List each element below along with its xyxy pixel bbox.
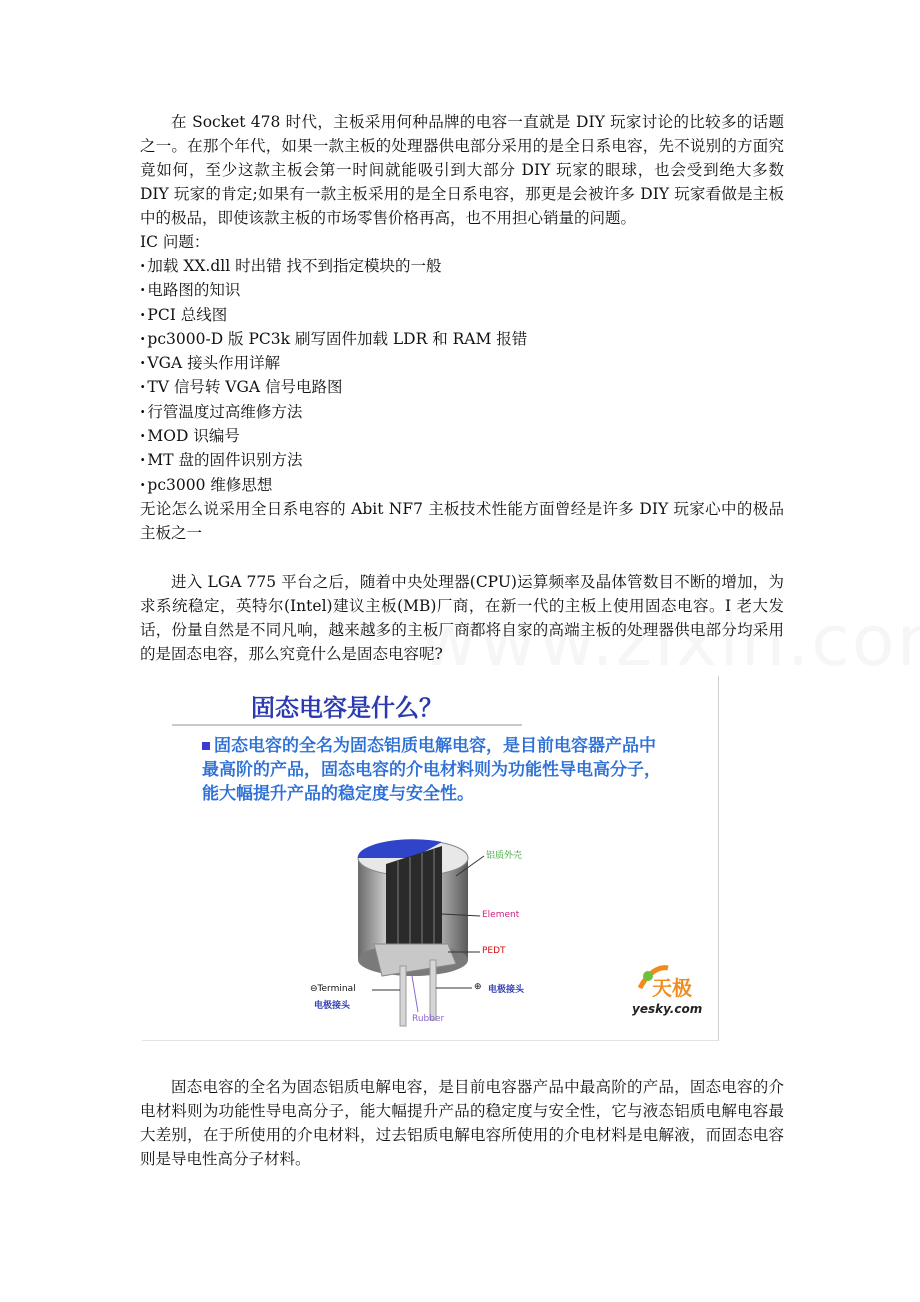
intro-section [140, 110, 784, 545]
ic-list-item[interactable]: · MOD 识编号 [140, 424, 784, 448]
figure-title: 固态电容是什么？ [251, 694, 443, 722]
ic-heading: IC 问题： [140, 233, 210, 251]
capacitor-figure [142, 676, 719, 1041]
label-element: Element [482, 910, 520, 920]
ic-list-item[interactable]: · 加载 XX.dll 时出错 找不到指定模块的一般 [140, 254, 784, 278]
logo-site: yesky.com [632, 1002, 703, 1016]
pointer-rubber [412, 976, 418, 1012]
lga-section [140, 570, 784, 666]
intro-paragraph: 在 Socket 478 时代，主板采用何种品牌的电容一直就是 DIY 玩家讨论的比较多的话题之一。在那个年代，如果一款主板的处理器供电部分采用的是全日系电容，先不说别的方面究竟如何，至少这款主板会第一时间就能吸引到大部分 DIY 玩家的眼球，也会受到绝大多数 DIY 玩家的肯定;如果有一款主板采用的是全日系电容，那更是会被许多 DIY 玩家看做是主板中的极品，即使该款主板的市场零售价格再高，也不用担心销量的问题。 [140, 113, 784, 227]
solid-paragraph: 固态电容的全名为固态铝质电解电容，是目前电容器产品中最高阶的产品，固态电容的介电材料则为功能性导电高分子，能大幅提升产品的稳定度与安全性，它与液态铝质电解电容最大差别，在于所使用的介电材料，过去铝质电解电容所使用的介电材料是电解液，而固态电容则是导电性高分子材料。 [140, 1078, 784, 1168]
minus-icon: ⊖ [310, 984, 318, 994]
title-underline [172, 724, 522, 726]
label-electrode-left: 电极接头 [314, 1001, 351, 1011]
logo-text: 天极 [652, 976, 692, 1000]
lga-paragraph: 进入 LGA 775 平台之后，随着中央处理器(CPU)运算频率及晶体管数目不断的增加，为求系统稳定，英特尔(Intel)建议主板(MB)厂商，在新一代的主板上使用固态电容。I 老大发话，份量自然是不同凡响，越来越多的主板厂商都将自家的高端主板的处理器供电部分均采用的是固态电容，那么究竟什么是固态电容呢? [140, 573, 784, 663]
plus-icon: ⊕ [474, 982, 482, 992]
ic-list-item[interactable]: · VGA 接头作用详解 [140, 351, 784, 375]
ic-list-item[interactable]: · pc3000 维修思想 [140, 473, 784, 497]
ic-list-item[interactable]: · PCI 总线图 [140, 303, 784, 327]
label-aluminum-shell: 铝质外壳 [486, 851, 523, 861]
lead-left [400, 966, 406, 1026]
ic-list-item[interactable]: · pc3000-D 版 PC3k 刷写固件加载 LDR 和 RAM 报错 [140, 327, 784, 351]
lead-right [430, 960, 436, 1020]
ic-list-item[interactable]: · 电路图的知识 [140, 278, 784, 302]
ic-list-item[interactable]: · 行管温度过高维修方法 [140, 400, 784, 424]
label-terminal: ⊖Terminal [310, 984, 356, 994]
ic-list-item[interactable]: · TV 信号转 VGA 信号电路图 [140, 375, 784, 399]
label-pedt: PEDT [482, 946, 506, 956]
ic-list [140, 254, 784, 497]
figure-description: 固态电容的全名为固态铝质电解电容，是目前电容器产品中最高阶的产品，固态电容的介电材料则为功能性导电高分子，能大幅提升产品的稳定度与安全性。 [202, 736, 661, 804]
label-electrode-right: 电极接头 [488, 985, 525, 995]
capacitor-diagram [142, 676, 718, 1040]
abit-paragraph: 无论怎么说采用全日系电容的 Abit NF7 主板技术性能方面曾经是许多 DIY 玩家心中的极品主板之一 [140, 499, 784, 542]
ic-list-item[interactable]: · MT 盘的固件识别方法 [140, 448, 784, 472]
label-rubber: Rubber [412, 1014, 445, 1024]
solid-section [140, 1075, 784, 1171]
